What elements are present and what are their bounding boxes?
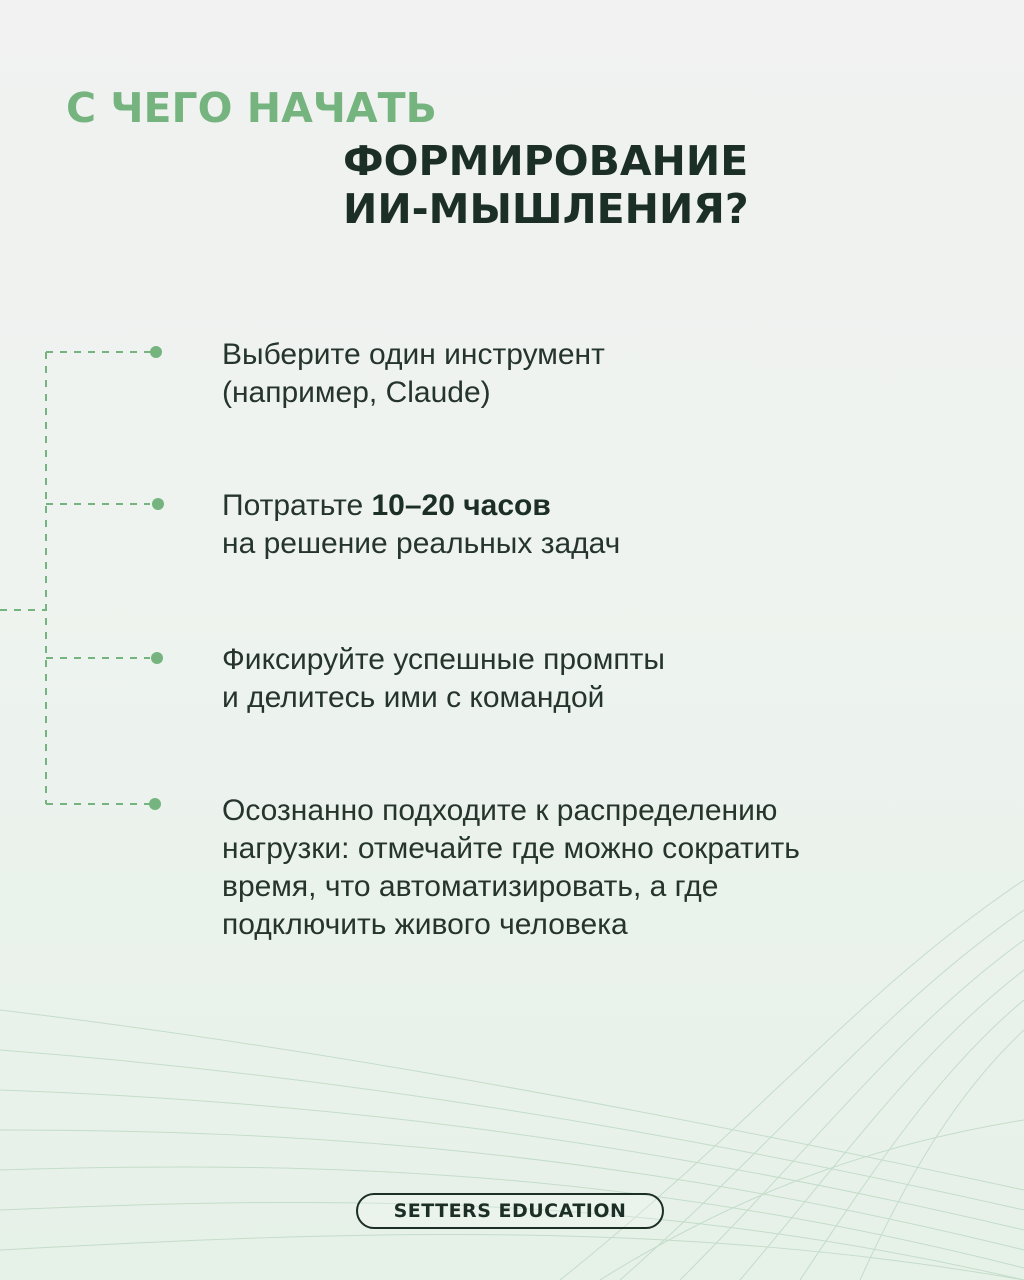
step-1-line-2: (например, Claude) [222,376,491,409]
step-item-2 [222,487,982,563]
bullet-dot-3 [151,652,163,664]
step-3-line-2: и делитесь ими с командой [222,681,605,714]
step-2-highlight: 10–20 часов [371,489,551,522]
step-3-line-1: Фиксируйте успешные промпты [222,643,665,676]
step-4-line-1: Осознанно подходите к распределению [222,794,778,827]
step-2-line-1 [222,487,982,525]
heading-main-line-2: ИИ-МЫШЛЕНИЯ? [343,185,749,233]
step-2-line-2: на решение реальных задач [222,527,621,560]
step-4-line-3: время, что автоматизировать, а где [222,870,719,903]
dashed-connector-tree [0,0,200,900]
heading-main [343,137,749,233]
step-item-4 [222,792,982,944]
step-item-1 [222,336,982,412]
step-4-line-4: подключить живого человека [222,908,628,941]
step-2-text: Потратьте [222,489,372,522]
step-4-line-2: нагрузки: отмечайте где можно сократить [222,832,800,865]
heading-accent: С ЧЕГО НАЧАТЬ [66,84,437,132]
bullet-dot-1 [150,346,162,358]
bullet-dot-4 [149,798,161,810]
step-item-3 [222,641,982,717]
heading-main-line-1: ФОРМИРОВАНИЕ [343,137,749,185]
bullet-dot-2 [152,498,164,510]
step-1-line-1: Выберите один инструмент [222,338,605,371]
brand-badge: SETTERS EDUCATION [356,1193,664,1229]
